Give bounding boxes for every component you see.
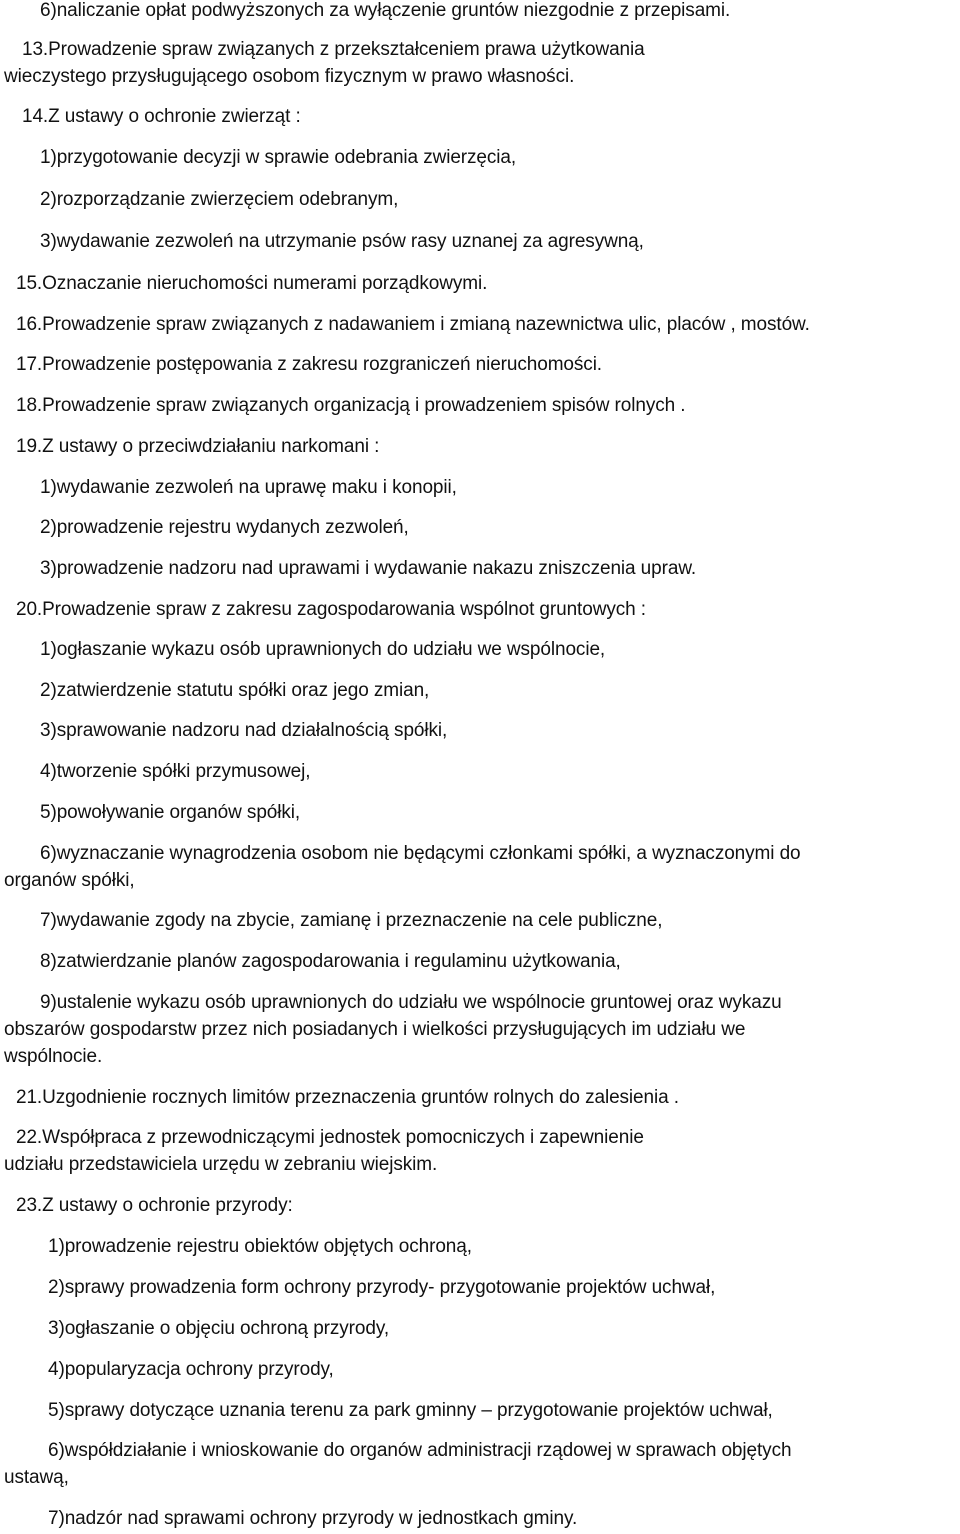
text-line: 16.Prowadzenie spraw związanych z nadawaniem i zmianą nazewnictwa ulic, placów , mostów. <box>16 314 810 335</box>
text-line: 3)wydawanie zezwoleń na utrzymanie psów rasy uznanej za agresywną, <box>40 231 644 252</box>
text-line: 7)nadzór nad sprawami ochrony przyrody w jednostkach gminy. <box>48 1508 578 1529</box>
text-line: 20.Prowadzenie spraw z zakresu zagospodarowania wspólnot gruntowych : <box>16 599 646 620</box>
text-line: 6)współdziałanie i wnioskowanie do organów administracji rządowej w sprawach objętych <box>48 1440 792 1461</box>
text-line: 4)tworzenie spółki przymusowej, <box>40 761 311 782</box>
text-line: 18.Prowadzenie spraw związanych organizacją i prowadzeniem spisów rolnych . <box>16 395 686 416</box>
text-line: 3)ogłaszanie o objęciu ochroną przyrody, <box>48 1318 390 1339</box>
text-line: 1)wydawanie zezwoleń na uprawę maku i konopii, <box>40 477 457 498</box>
text-line: 1)ogłaszanie wykazu osób uprawnionych do udziału we wspólnocie, <box>40 639 606 660</box>
text-line: 2)zatwierdzenie statutu spółki oraz jego zmian, <box>40 680 430 701</box>
text-line: 6)wyznaczanie wynagrodzenia osobom nie będącymi członkami spółki, a wyznaczonymi do <box>40 843 801 864</box>
text-line: 5)powoływanie organów spółki, <box>40 802 301 823</box>
text-line: wspólnocie. <box>4 1046 103 1067</box>
text-line: ustawą, <box>4 1467 69 1488</box>
text-line: 15.Oznaczanie nieruchomości numerami porządkowymi. <box>16 273 488 294</box>
text-line: organów spółki, <box>4 870 135 891</box>
text-line: 4)popularyzacja ochrony przyrody, <box>48 1359 334 1380</box>
text-line: wieczystego przysługującego osobom fizycznym w prawo własności. <box>4 66 575 87</box>
text-line: 1)prowadzenie rejestru obiektów objętych ochroną, <box>48 1236 472 1257</box>
text-line: udziału przedstawiciela urzędu w zebraniu wiejskim. <box>4 1154 438 1175</box>
text-line: 21.Uzgodnienie rocznych limitów przeznaczenia gruntów rolnych do zalesienia . <box>16 1087 679 1108</box>
text-line: 14.Z ustawy o ochronie zwierząt : <box>22 106 301 127</box>
text-line: 2)sprawy prowadzenia form ochrony przyrody- przygotowanie projektów uchwał, <box>48 1277 716 1298</box>
text-line: 13.Prowadzenie spraw związanych z przekształceniem prawa użytkowania <box>22 39 645 60</box>
text-line: 2)prowadzenie rejestru wydanych zezwoleń, <box>40 517 409 538</box>
text-line: 7)wydawanie zgody na zbycie, zamianę i przeznaczenie na cele publiczne, <box>40 910 663 931</box>
text-line: 8)zatwierdzanie planów zagospodarowania i regulaminu użytkowania, <box>40 951 621 972</box>
text-line: 3)prowadzenie nadzoru nad uprawami i wydawanie nakazu zniszczenia upraw. <box>40 558 697 579</box>
text-line: 23.Z ustawy o ochronie przyrody: <box>16 1195 293 1216</box>
text-line: obszarów gospodarstw przez nich posiadanych i wielkości przysługujących im udziału we <box>4 1019 746 1040</box>
text-line: 5)sprawy dotyczące uznania terenu za park gminny – przygotowanie projektów uchwał, <box>48 1400 773 1421</box>
text-line: 3)sprawowanie nadzoru nad działalnością spółki, <box>40 720 448 741</box>
text-line: 6)naliczanie opłat podwyższonych za wyłączenie gruntów niezgodnie z przepisami. <box>40 0 731 21</box>
text-line: 19.Z ustawy o przeciwdziałaniu narkomani : <box>16 436 380 457</box>
text-line: 9)ustalenie wykazu osób uprawnionych do udziału we wspólnocie gruntowej oraz wykazu <box>40 992 782 1013</box>
text-line: 17.Prowadzenie postępowania z zakresu rozgraniczeń nieruchomości. <box>16 354 602 375</box>
text-line: 1)przygotowanie decyzji w sprawie odebrania zwierzęcia, <box>40 147 517 168</box>
text-line: 2)rozporządzanie zwierzęciem odebranym, <box>40 189 399 210</box>
text-line: 22.Współpraca z przewodniczącymi jednostek pomocniczych i zapewnienie <box>16 1127 644 1148</box>
